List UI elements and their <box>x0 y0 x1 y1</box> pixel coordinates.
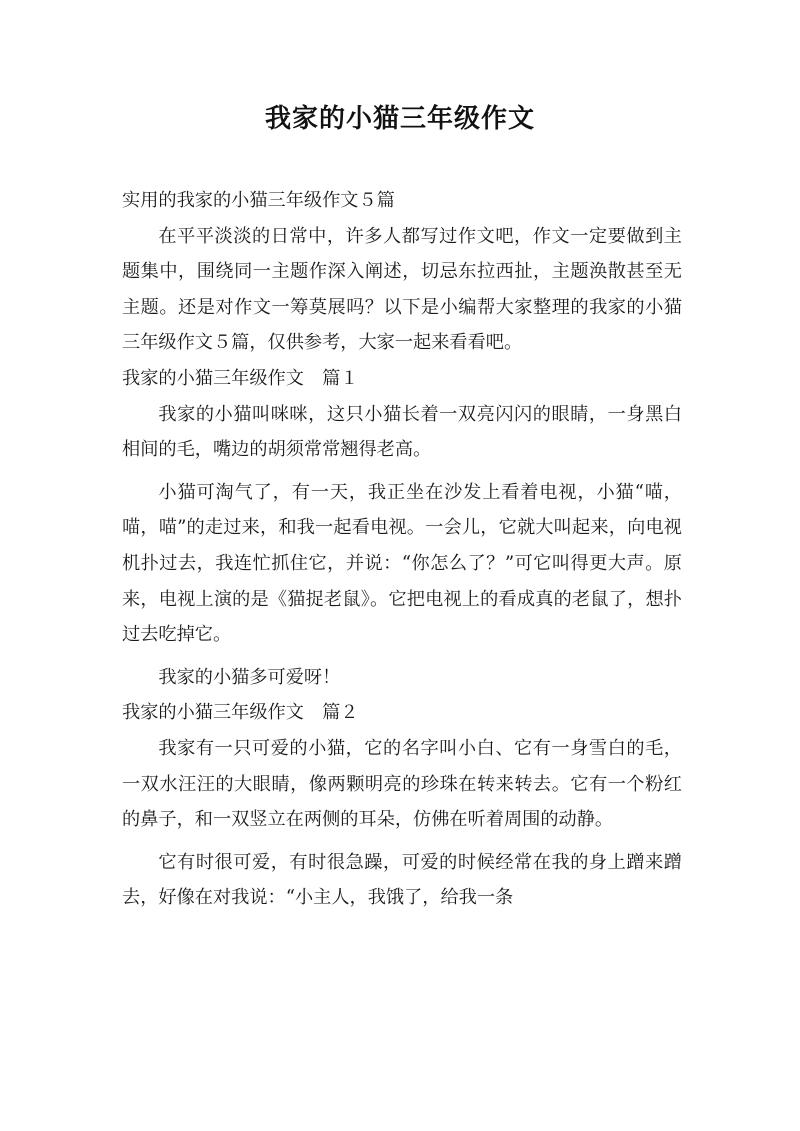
section-heading: 我家的小猫三年级作文 篇１ <box>122 367 359 389</box>
document-title: 我家的小猫三年级作文 <box>264 104 535 134</box>
document-subtitle: 实用的我家的小猫三年级作文５篇 <box>122 190 395 211</box>
document-body <box>122 183 682 916</box>
intro-paragraph: 在平平淡淡的日常中，许多人都写过作文吧，作文一定要做到主题集中，围绕同一主题作深入阐述，切忌东拉西扯，主题涣散甚至无主题。还是对作文一筹莫展吗？以下是小编帮大家整理的我家的小猫三年级作文５篇，仅供参考，大家一起来看看吧。 <box>122 225 682 354</box>
section-paragraph: 它有时很可爱，有时很急躁，可爱的时候经常在我的身上蹭来蹭去，好像在对我说：“小主人，我饿了，给我一条 <box>122 851 682 909</box>
section-paragraph: 我家的小猫叫咪咪，这只小猫长着一双亮闪闪的眼睛，一身黑白相间的毛，嘴边的胡须常常翘得老高。 <box>122 403 682 461</box>
section-paragraph: 我家有一只可爱的小猫，它的名字叫小白、它有一身雪白的毛，一双水汪汪的大眼睛，像两颗明亮的珍珠在转来转去。它有一个粉红的鼻子，和一双竖立在两侧的耳朵，仿佛在听着周围的动静。 <box>122 737 682 831</box>
section-heading: 我家的小猫三年级作文 篇２ <box>122 702 359 724</box>
section-paragraph: 小猫可淘气了，有一天，我正坐在沙发上看着电视，小猫“喵，喵，喵”的走过来，和我一起看电视。一会儿，它就大叫起来，向电视机扑过去，我连忙抓住它，并说：“你怎么了？”可它叫得更大声。原来，电视上演的是《猫捉老鼠》。它把电视上的看成真的老鼠了，想扑过去吃掉它。 <box>122 481 682 646</box>
section-paragraph: 我家的小猫多可爱呀！ <box>158 666 341 688</box>
